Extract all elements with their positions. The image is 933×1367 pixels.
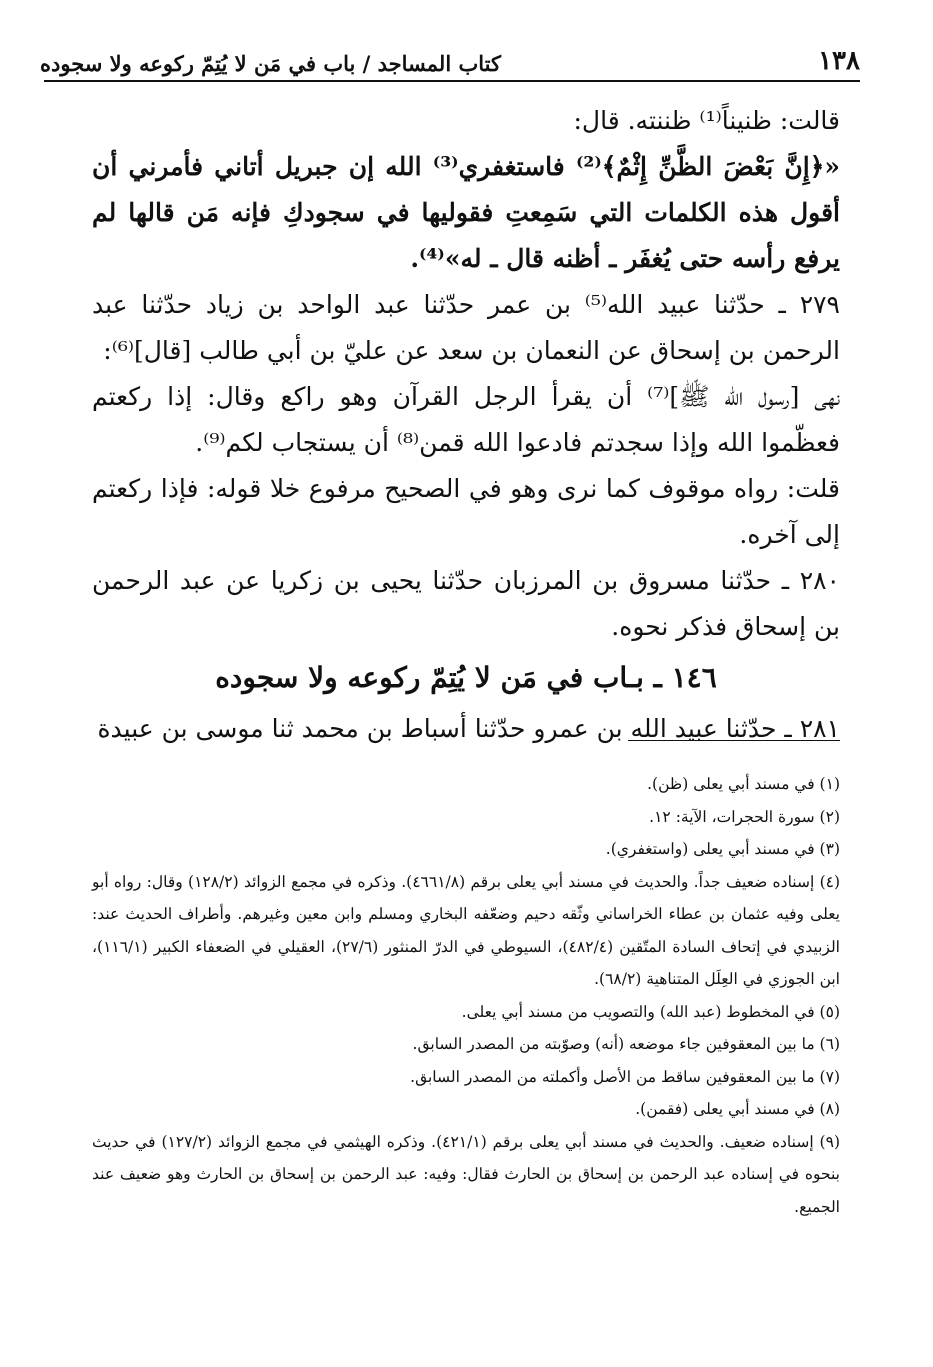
running-title: كتاب المساجد / باب في مَن لا يُتِمّ ركوعه ولا سجوده [40,51,501,76]
page-header [40,36,860,76]
hadith-280: ٢٨٠ ـ حدّثنا مسروق بن المرزبان حدّثنا يحيى بن زكريا عن عبد الرحمن بن إسحاق فذكر نحوه. [92,566,840,641]
header-divider [44,80,860,82]
hadith-281: ٢٨١ ـ حدّثنا عبيد الله بن عمرو حدّثنا أسباط بن محمد ثنا موسى بن عبيدة [97,714,840,743]
author-comment: قلت: رواه موقوف كما نرى وهو في الصحيح مرفوع خلا قوله: فإذا ركعتم إلى آخره. [92,474,840,549]
footnote-1: (١) في مسند أبي يعلى (ظن). [647,775,840,793]
footnote-9: (٩) إسناده ضعيف. والحديث في مسند أبي يعلى برقم (٤٢١/١). وذكره الهيثمي في مجمع الزوائد (١٢٧/٢) في حديث بنحوه في إسناده عبد الرحمن بن إسحاق بن الحارث فقال: وفيه: عبد الرحمن بن إسحاق بن الحارث وهو ضعيف عند الجميع. [92,1132,840,1216]
footnote-divider [628,740,840,741]
hadith-279-isnad: ٢٧٩ ـ حدّثنا عبيد الله⁽⁵⁾ بن عمر حدّثنا عبد الواحد بن زياد حدّثنا عبد الرحمن بن إسحاق عن النعمان بن سعد عن عليّ بن أبي طالب [قال]⁽⁶⁾: [92,290,840,365]
footnote-8: (٨) في مسند أبي يعلى (فقمن). [635,1100,840,1118]
footnote-7: (٧) ما بين المعقوفين ساقط من الأصل وأكملته من المصدر السابق. [410,1067,840,1086]
hadith-279-matn: نهى [رسول الله ﷺ]⁽⁷⁾ أن يقرأ الرجل القرآن وهو راكع وقال: إذا ركعتم فعظّموا الله وإذا سجدتم فادعوا الله قمن⁽⁸⁾ أن يستجاب لكم⁽⁹⁾. [92,382,841,457]
page-number: ١٣٨ [818,46,860,76]
footnote-2: (٢) سورة الحجرات، الآية: ١٢. [649,807,840,826]
paragraph-1: قالت: ظنيناً⁽¹⁾ ظننته. قال: [573,106,840,135]
paragraph-2-quote: «﴿إِنَّ بَعْضَ الظَّنِّ إِثْمٌ﴾⁽²⁾ فاستغفري⁽³⁾ الله إن جبريل أتاني فأمرني أن أقول هذه الكلمات التي سَمِعتِ فقوليها في سجودكِ فإنه مَن قالها لم يرفع رأسه حتى يُغفَر ـ أظنه قال ـ له»⁽⁴⁾. [92,152,840,273]
chapter-heading: ١٤٦ ـ بـاب في مَن لا يُتِمّ ركوعه ولا سجوده [215,661,717,694]
footnotes [92,768,840,1223]
footnote-5: (٥) في المخطوط (عبد الله) والتصويب من مسند أبي يعلى. [461,1002,840,1021]
footnote-4: (٤) إسناده ضعيف جداً. والحديث في مسند أبي يعلى برقم (٤٦٦١/٨). وذكره في مجمع الزوائد (١٢٨/٢) وقال: رواه أبو يعلى وفيه عثمان بن عطاء الخراساني وثّقه دحيم وضعّفه البخاري ومسلم وابن معين وغيرهم. وأطراف الحديث عند: الزبيدي في إتحاف السادة المتّقين (٤٨٢/٤)، السيوطي في الدرّ المنثور (٢٧/٦)، العقيلي في الضعفاء الكبير (١١٦/١)، ابن الجوزي في العِلَل المتناهية (٦٨/٢). [92,872,841,988]
main-text [92,98,840,752]
footnote-3: (٣) في مسند أبي يعلى (واستغفري). [605,840,840,858]
footnote-6: (٦) ما بين المعقوفين جاء موضعه (أنه) وصوّبته من المصدر السابق. [412,1035,840,1053]
